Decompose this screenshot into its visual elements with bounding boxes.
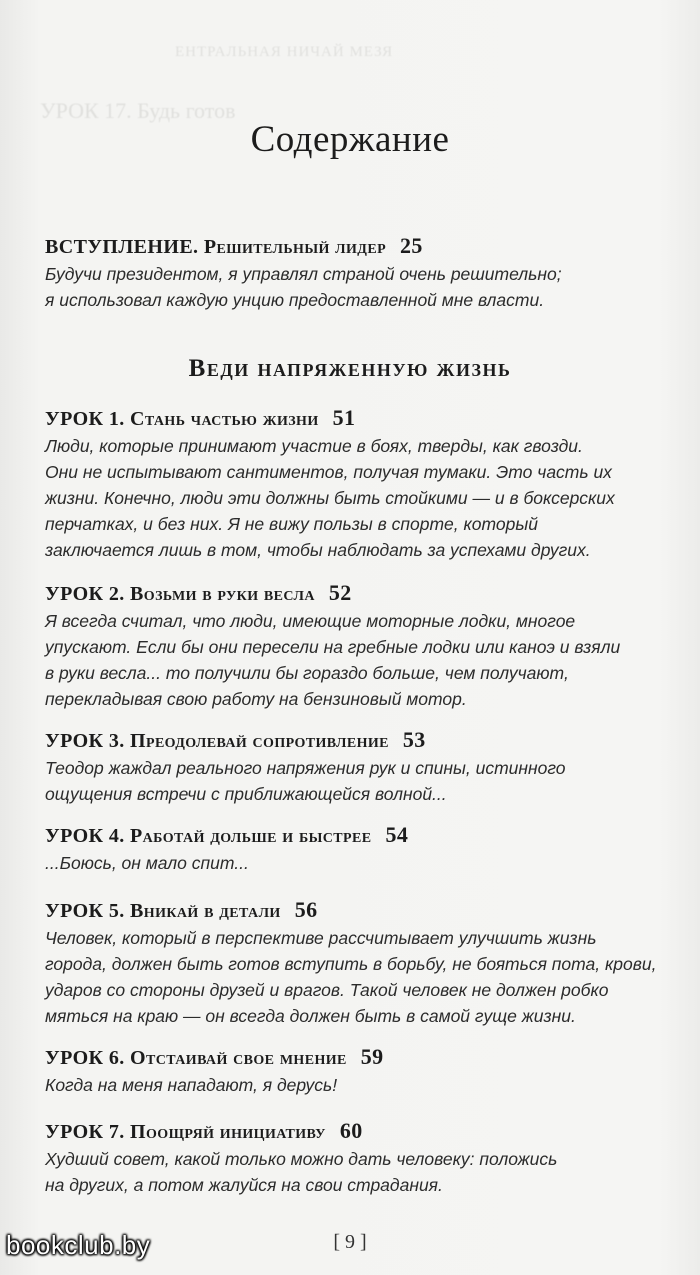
- description-line: упускают. Если бы они пересели на гребные лодки или каноэ и взяли: [45, 637, 621, 657]
- lesson-heading: [45, 405, 635, 431]
- description-line: Будучи президентом, я управлял страной очень решительно;: [45, 264, 562, 284]
- lesson-heading: [45, 897, 635, 923]
- lesson-entry-6: [45, 1044, 635, 1098]
- section-title: Веди напряженную жизнь: [188, 355, 512, 382]
- description-line: на других, а потом жалуйся на свои страдания.: [45, 1175, 443, 1195]
- watermark: bookclub.by: [6, 1230, 151, 1260]
- description-line: Теодор жаждал реального напряжения рук и спины, истинного: [45, 758, 566, 778]
- bleed-through-header: ЕНТРАЛЬНАЯ НИЧАЙ МЕЗЯ: [175, 44, 394, 60]
- page-number: [ 9 ]: [333, 1231, 367, 1253]
- lesson-entry-7: [45, 1118, 635, 1198]
- intro-entry: [45, 233, 635, 313]
- lesson-entry-5: [45, 897, 657, 1029]
- description-line: города, должен быть готов вступить в борьбу, не бояться пота, крови,: [45, 954, 657, 974]
- lesson-heading-text: УРОК 3. Преодолевай сопротивление: [45, 730, 389, 752]
- intro-heading: [45, 233, 635, 259]
- intro-page-number: 25: [400, 233, 423, 258]
- lesson-heading: [45, 580, 635, 606]
- intro-description: [45, 261, 635, 313]
- lesson-description: [45, 755, 635, 807]
- description-line: перекладывая свою работу на бензиновый мотор.: [45, 689, 467, 709]
- description-line: ударов со стороны друзей и врагов. Такой человек не должен робко: [45, 980, 609, 1000]
- description-line: жизни. Конечно, люди эти должны быть стойкими — и в боксерских: [45, 488, 615, 508]
- lesson-entry-2: [45, 580, 635, 712]
- lesson-entry-4: [45, 822, 635, 876]
- lesson-page-number: 60: [339, 1118, 363, 1143]
- lesson-heading-text: УРОК 5. Вникай в детали: [45, 900, 281, 922]
- lesson-description: [45, 608, 635, 712]
- lesson-description: [45, 850, 635, 876]
- description-line: Я всегда считал, что люди, имеющие моторные лодки, многое: [45, 611, 576, 631]
- description-line: Когда на меня нападают, я дерусь!: [45, 1075, 338, 1095]
- lesson-heading: [45, 1118, 635, 1144]
- description-line: в руки весла... то получили бы гораздо больше, чем получают,: [45, 663, 569, 683]
- description-line: мяться на краю — он всегда должен быть в самой гуще жизни.: [45, 1006, 576, 1026]
- lesson-page-number: 56: [294, 897, 318, 922]
- lesson-heading-text: УРОК 1. Стань частью жизни: [45, 408, 319, 430]
- lesson-heading: [45, 1044, 635, 1070]
- bleed-through-heading: УРОК 17. Будь готов: [40, 98, 236, 123]
- lesson-heading-text: УРОК 7. Поощряй инициативу: [45, 1121, 326, 1143]
- lesson-description: [45, 433, 635, 563]
- description-line: заключается лишь в том, чтобы наблюдать за успехами других.: [45, 540, 591, 560]
- lesson-heading: [45, 822, 635, 848]
- intro-heading-text: ВСТУПЛЕНИЕ. Решительный лидер: [45, 236, 387, 258]
- lesson-page-number: 59: [360, 1044, 384, 1069]
- page-title: Содержание: [250, 118, 450, 160]
- description-line: перчатках, и без них. Я не вижу пользы в спорте, который: [45, 514, 538, 534]
- lesson-heading: [45, 727, 635, 753]
- lesson-page-number: 52: [328, 580, 352, 605]
- description-line: ощущения встречи с приближающейся волной...: [45, 784, 447, 804]
- lesson-page-number: 53: [402, 727, 426, 752]
- lesson-page-number: 54: [385, 822, 409, 847]
- lesson-heading-text: УРОК 4. Работай дольше и быстрее: [45, 825, 372, 847]
- lesson-description: [45, 925, 657, 1029]
- lesson-description: [45, 1146, 635, 1198]
- lesson-entry-3: [45, 727, 635, 807]
- description-line: Человек, который в перспективе рассчитывает улучшить жизнь: [45, 928, 597, 948]
- description-line: ...Боюсь, он мало спит...: [45, 853, 249, 873]
- lesson-entry-1: [45, 405, 635, 563]
- description-line: Худший совет, какой только можно дать человеку: положись: [45, 1149, 558, 1169]
- lesson-page-number: 51: [332, 405, 356, 430]
- lesson-heading-text: УРОК 6. Отстаивай свое мнение: [45, 1047, 347, 1069]
- description-line: Люди, которые принимают участие в боях, тверды, как гвозди.: [45, 436, 583, 456]
- lesson-description: [45, 1072, 635, 1098]
- lesson-heading-text: УРОК 2. Возьми в руки весла: [45, 583, 315, 605]
- description-line: Они не испытывают сантиментов, получая тумаки. Это часть их: [45, 462, 612, 482]
- description-line: я использовал каждую унцию предоставленной мне власти.: [45, 290, 545, 310]
